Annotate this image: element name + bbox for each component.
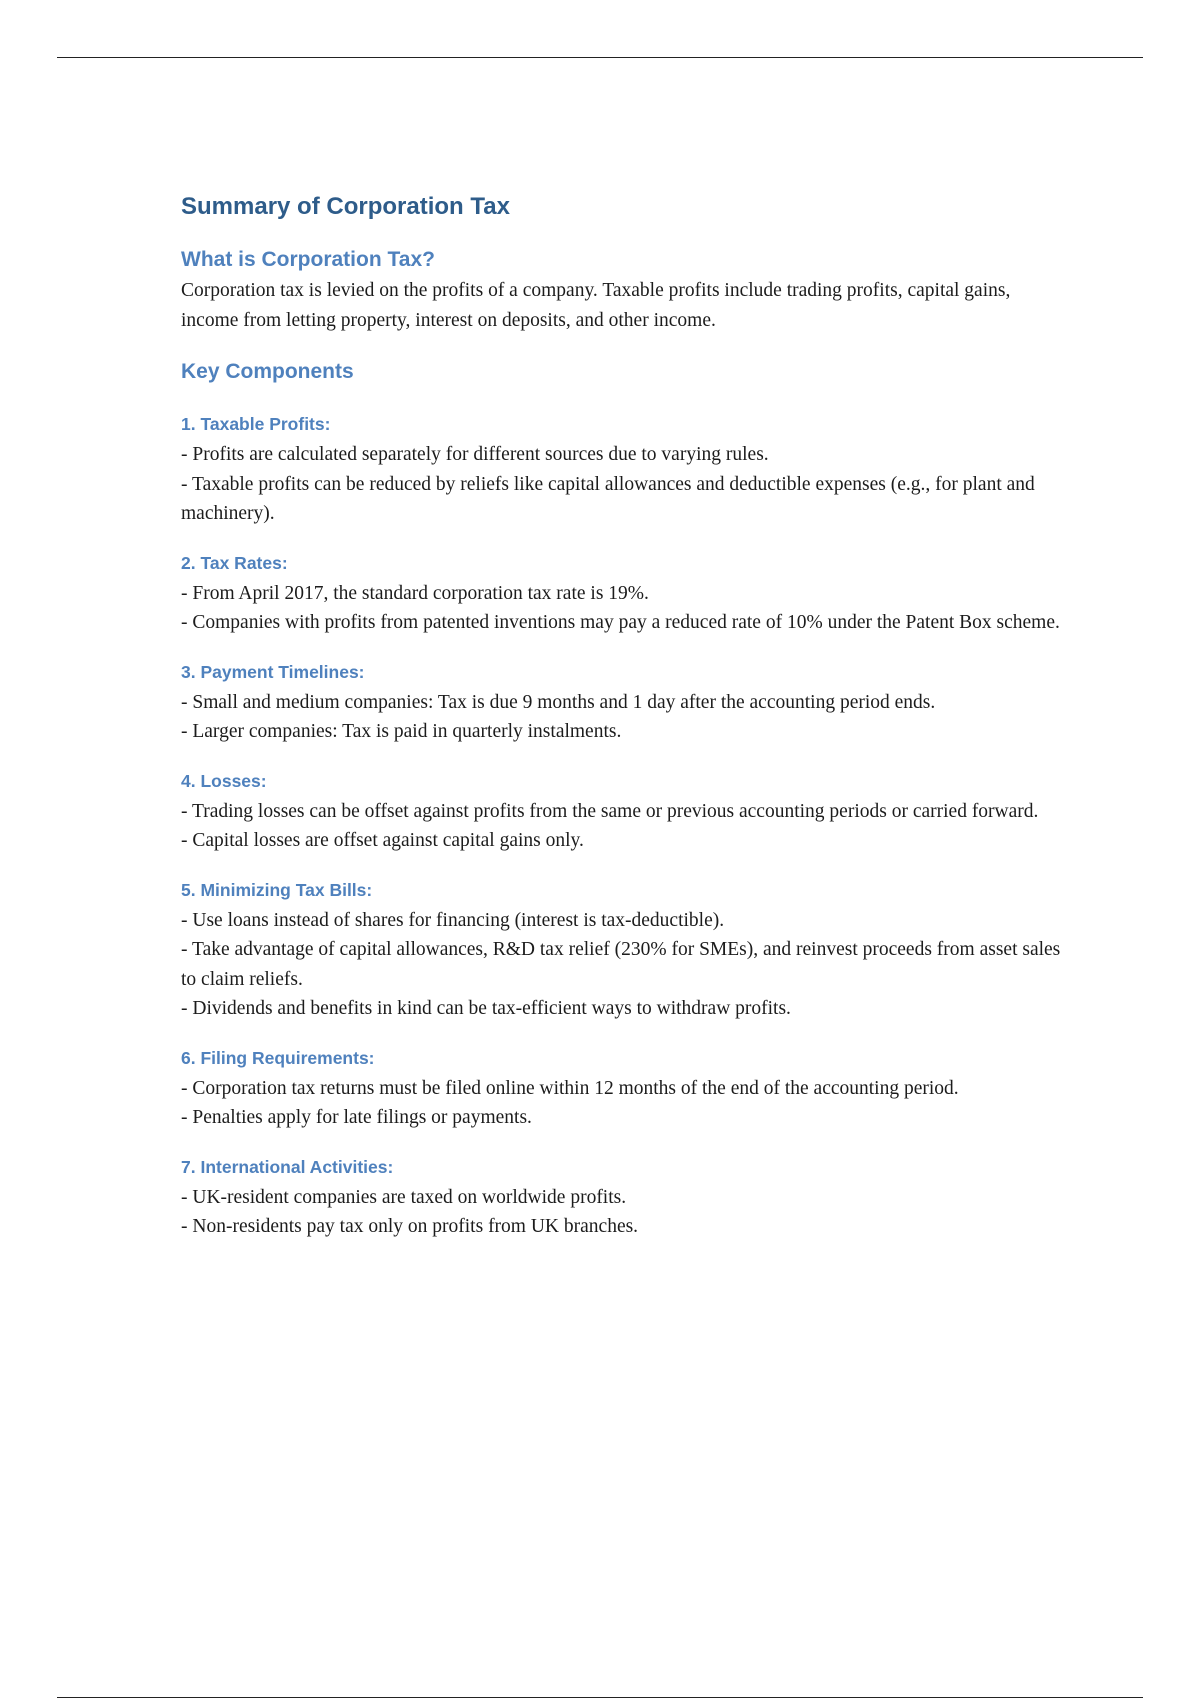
section-line: - Corporation tax returns must be filed online within 12 months of the end of the accounting period. xyxy=(181,1077,959,1099)
footer-rule xyxy=(57,1697,1143,1698)
document-title: Summary of Corporation Tax xyxy=(181,193,510,220)
section-line: - Penalties apply for late filings or payments. xyxy=(181,1107,532,1128)
section-losses xyxy=(181,767,1061,856)
section-international-activities xyxy=(181,1153,1061,1242)
section-line: - Use loans instead of shares for financing (interest is tax-deductible). xyxy=(181,909,725,931)
intro-paragraph: Corporation tax is levied on the profits of a company. Taxable profits include trading profits, capital gains, income from letting property, interest on deposits, and other income. xyxy=(181,280,1011,331)
section-minimizing-tax-bills xyxy=(181,876,1061,1024)
key-components-heading: Key Components xyxy=(181,360,354,383)
section-line: - Taxable profits can be reduced by reliefs like capital allowances and deductible expenses (e.g., for plant and machinery). xyxy=(181,473,1035,524)
section-line: - Companies with profits from patented inventions may pay a reduced rate of 10% under the Patent Box scheme. xyxy=(181,612,1060,633)
intro-heading: What is Corporation Tax? xyxy=(181,248,435,271)
section-line: - Capital losses are offset against capital gains only. xyxy=(181,830,584,851)
section-heading: 6. Filing Requirements: xyxy=(181,1047,375,1068)
section-tax-rates xyxy=(181,549,1061,638)
section-line: - Dividends and benefits in kind can be tax-efficient ways to withdraw profits. xyxy=(181,998,791,1019)
section-heading: 3. Payment Timelines: xyxy=(181,661,365,682)
section-heading: 2. Tax Rates: xyxy=(181,552,288,573)
header-rule xyxy=(57,57,1143,58)
section-line: - Small and medium companies: Tax is due 9 months and 1 day after the accounting period ends. xyxy=(181,691,936,713)
section-heading: 7. International Activities: xyxy=(181,1156,394,1177)
section-line: - Take advantage of capital allowances, R&D tax relief (230% for SMEs), and reinvest proceeds from asset sales to claim reliefs. xyxy=(181,939,1061,990)
document-body xyxy=(181,190,1061,1262)
section-line: - Trading losses can be offset against profits from the same or previous accounting periods or carried forward. xyxy=(181,800,1039,822)
section-line: - Profits are calculated separately for different sources due to varying rules. xyxy=(181,444,769,465)
section-line: - From April 2017, the standard corporation tax rate is 19%. xyxy=(181,582,649,604)
section-taxable-profits xyxy=(181,410,1061,529)
section-line: - Non-residents pay tax only on profits from UK branches. xyxy=(181,1216,639,1237)
section-line: - Larger companies: Tax is paid in quarterly instalments. xyxy=(181,721,622,742)
section-heading: 5. Minimizing Tax Bills: xyxy=(181,879,373,900)
section-line: - UK-resident companies are taxed on worldwide profits. xyxy=(181,1186,627,1208)
section-payment-timelines xyxy=(181,658,1061,747)
section-heading: 1. Taxable Profits: xyxy=(181,414,331,434)
section-filing-requirements xyxy=(181,1044,1061,1133)
section-heading: 4. Losses: xyxy=(181,770,267,791)
